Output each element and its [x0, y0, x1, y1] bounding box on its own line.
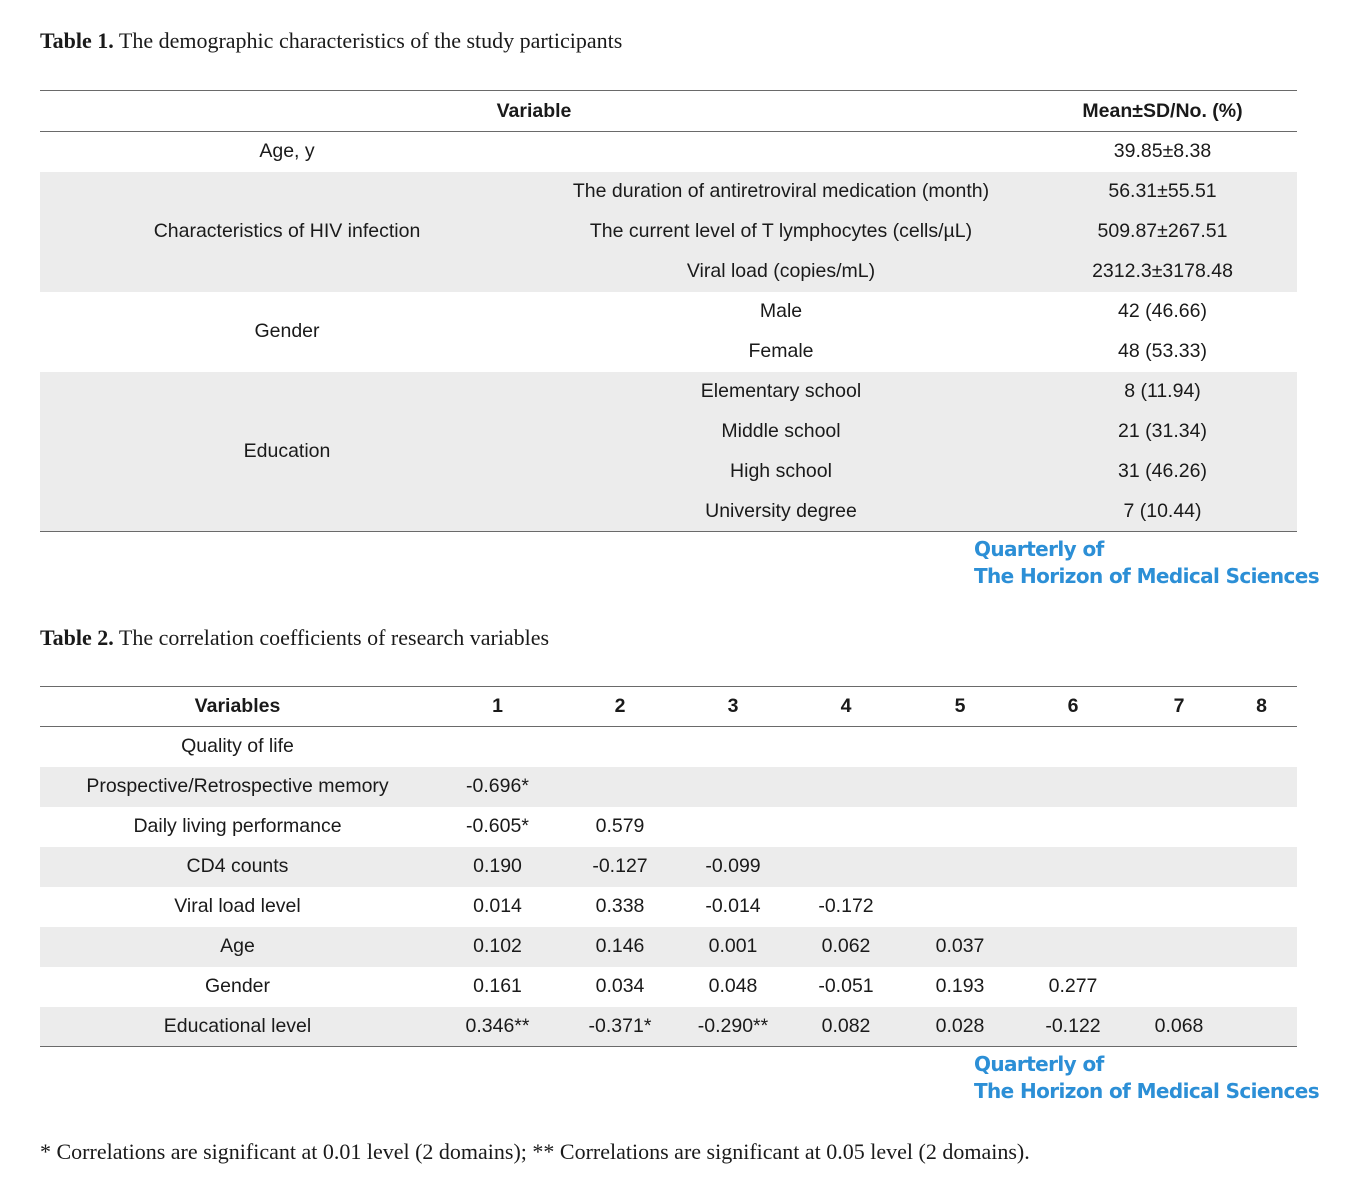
correlation-cell	[680, 727, 786, 767]
journal-logo	[974, 1051, 1319, 1105]
table1-label: Table 1.	[40, 28, 114, 53]
correlation-cell: 0.146	[560, 927, 680, 967]
correlation-cell	[1014, 847, 1132, 887]
row-label-age: Age, y	[259, 140, 315, 163]
variable-name: Quality of life	[181, 735, 294, 758]
correlation-cell	[560, 727, 680, 767]
table-footnote: * Correlations are significant at 0.01 level (2 domains); ** Correlations are significant at 0.05 level (2 domains).	[40, 1139, 1030, 1164]
correlation-cell: -0.099	[680, 847, 786, 887]
variable-name: CD4 counts	[40, 847, 435, 887]
logo-line-1: Quarterly of	[974, 537, 1104, 561]
correlation-cell	[1226, 967, 1297, 1007]
correlation-cell: -0.127	[560, 847, 680, 887]
variable-name: Viral load level	[174, 895, 301, 917]
header-col-7: 7	[1132, 687, 1226, 727]
logo-line-1: Quarterly of	[974, 1052, 1104, 1076]
correlation-cell	[786, 847, 906, 887]
header-col-1: 1	[435, 687, 560, 727]
table2-header-row	[40, 687, 1297, 727]
correlation-cell	[680, 807, 786, 847]
correlation-cell	[1226, 767, 1297, 807]
correlation-cell	[560, 767, 680, 807]
correlation-cell	[906, 807, 1014, 847]
correlation-cell: -0.371*	[560, 1007, 680, 1047]
correlation-cell	[786, 807, 906, 847]
header-col-4: 4	[786, 687, 906, 727]
group-label-gender: Gender	[254, 320, 320, 342]
correlation-cell: 0.014	[473, 895, 522, 917]
correlation-cell	[1014, 927, 1132, 967]
correlation-cell	[435, 727, 560, 767]
demographics-table	[40, 90, 1297, 532]
table2-title: The correlation coefficients of research variables	[118, 625, 550, 650]
table-row	[40, 292, 1297, 332]
correlation-cell	[1014, 807, 1132, 847]
row-value: 8 (11.94)	[1028, 372, 1297, 412]
correlation-cell: 0.001	[680, 927, 786, 967]
table-row	[40, 807, 1297, 847]
header-col-6: 6	[1014, 687, 1132, 727]
correlation-cell	[1132, 727, 1226, 767]
variable-name: Age	[40, 927, 435, 967]
table-row	[40, 132, 1297, 172]
row-sublabel: Elementary school	[534, 372, 1028, 412]
correlation-cell	[906, 767, 1014, 807]
correlation-cell: -0.696*	[435, 767, 560, 807]
correlation-cell	[1226, 727, 1297, 767]
correlation-cell: -0.172	[818, 895, 874, 917]
correlation-cell	[1014, 727, 1132, 767]
correlation-cell: 0.082	[786, 1007, 906, 1047]
row-value: 39.85±8.38	[1113, 140, 1212, 163]
header-variables: Variables	[40, 687, 435, 727]
row-sublabel: High school	[534, 452, 1028, 492]
correlation-table	[40, 686, 1297, 1047]
header-col-3: 3	[680, 687, 786, 727]
journal-logo	[974, 536, 1319, 590]
correlation-cell: 0.062	[786, 927, 906, 967]
correlation-cell	[1014, 887, 1132, 927]
header-value: Mean±SD/No. (%)	[1028, 91, 1297, 132]
correlation-cell: 0.034	[595, 975, 645, 997]
correlation-cell: -0.051	[818, 975, 874, 997]
row-value: 48 (53.33)	[1118, 340, 1207, 362]
correlation-cell: 0.346**	[435, 1007, 560, 1047]
correlation-cell	[786, 767, 906, 807]
correlation-cell: 0.037	[906, 927, 1014, 967]
header-col-8: 8	[1226, 687, 1297, 727]
correlation-cell: -0.122	[1014, 1007, 1132, 1047]
table-row	[40, 887, 1297, 927]
correlation-cell	[1226, 807, 1297, 847]
correlation-cell: 0.193	[935, 975, 985, 997]
correlation-cell	[906, 727, 1014, 767]
table-row	[40, 372, 1297, 412]
correlation-cell: -0.014	[705, 895, 761, 917]
correlation-cell: 0.048	[708, 975, 758, 997]
row-value: 2312.3±3178.48	[1028, 252, 1297, 292]
correlation-cell	[1226, 847, 1297, 887]
table1-title: The demographic characteristics of the study participants	[118, 28, 623, 53]
correlation-cell	[1132, 967, 1226, 1007]
row-value: 56.31±55.51	[1028, 172, 1297, 212]
correlation-cell: 0.277	[1048, 975, 1098, 997]
row-value: 42 (46.66)	[1118, 300, 1207, 322]
variable-name: Daily living performance	[133, 815, 342, 837]
row-sublabel: Male	[759, 300, 803, 322]
variable-name: Educational level	[40, 1007, 435, 1047]
table-row	[40, 847, 1297, 887]
correlation-cell	[786, 727, 906, 767]
row-sublabel: Middle school	[534, 412, 1028, 452]
row-sublabel: Viral load (copies/mL)	[534, 252, 1028, 292]
header-col-2: 2	[560, 687, 680, 727]
correlation-cell	[1132, 847, 1226, 887]
header-variable: Variable	[40, 91, 1028, 132]
table-row	[40, 967, 1297, 1007]
correlation-cell: 0.338	[595, 895, 645, 917]
correlation-cell: 0.190	[435, 847, 560, 887]
correlation-cell	[906, 847, 1014, 887]
variable-name: Prospective/Retrospective memory	[40, 767, 435, 807]
row-value: 509.87±267.51	[1028, 212, 1297, 252]
correlation-cell	[1226, 927, 1297, 967]
correlation-cell	[1226, 887, 1297, 927]
header-col-5: 5	[906, 687, 1014, 727]
table2-caption	[40, 625, 549, 651]
group-label-hiv: Characteristics of HIV infection	[40, 172, 534, 292]
group-label-education: Education	[40, 372, 534, 532]
table-row	[40, 727, 1297, 767]
row-sublabel: The duration of antiretroviral medication (month)	[534, 172, 1028, 212]
correlation-cell	[1132, 807, 1226, 847]
table-row	[40, 172, 1297, 212]
row-value: 31 (46.26)	[1028, 452, 1297, 492]
correlation-cell	[1132, 767, 1226, 807]
row-sublabel: Female	[748, 340, 814, 362]
table-row	[40, 1007, 1297, 1047]
logo-line-2: The Horizon of Medical Sciences	[974, 564, 1320, 588]
table2-label: Table 2.	[40, 625, 114, 650]
row-value: 7 (10.44)	[1028, 492, 1297, 532]
table-row	[40, 767, 1297, 807]
correlation-cell: -0.290**	[680, 1007, 786, 1047]
row-sublabel: University degree	[534, 492, 1028, 532]
table1-header-row	[40, 91, 1297, 132]
table-row	[40, 927, 1297, 967]
variable-name: Gender	[204, 975, 271, 997]
correlation-cell	[906, 887, 1014, 927]
row-sublabel	[534, 132, 1028, 172]
correlation-cell: 0.028	[906, 1007, 1014, 1047]
correlation-cell: 0.068	[1132, 1007, 1226, 1047]
table1-caption	[40, 28, 622, 54]
correlation-cell: 0.161	[473, 975, 522, 997]
correlation-cell	[1132, 927, 1226, 967]
correlation-cell: 0.102	[435, 927, 560, 967]
correlation-cell	[1132, 887, 1226, 927]
correlation-cell: 0.579	[595, 815, 645, 837]
correlation-cell: -0.605*	[466, 815, 529, 837]
row-sublabel: The current level of T lymphocytes (cells/µL)	[534, 212, 1028, 252]
correlation-cell	[1226, 1007, 1297, 1047]
correlation-cell	[1014, 767, 1132, 807]
table2-body	[40, 727, 1297, 1047]
correlation-cell	[680, 767, 786, 807]
logo-line-2: The Horizon of Medical Sciences	[974, 1079, 1320, 1103]
row-value: 21 (31.34)	[1028, 412, 1297, 452]
